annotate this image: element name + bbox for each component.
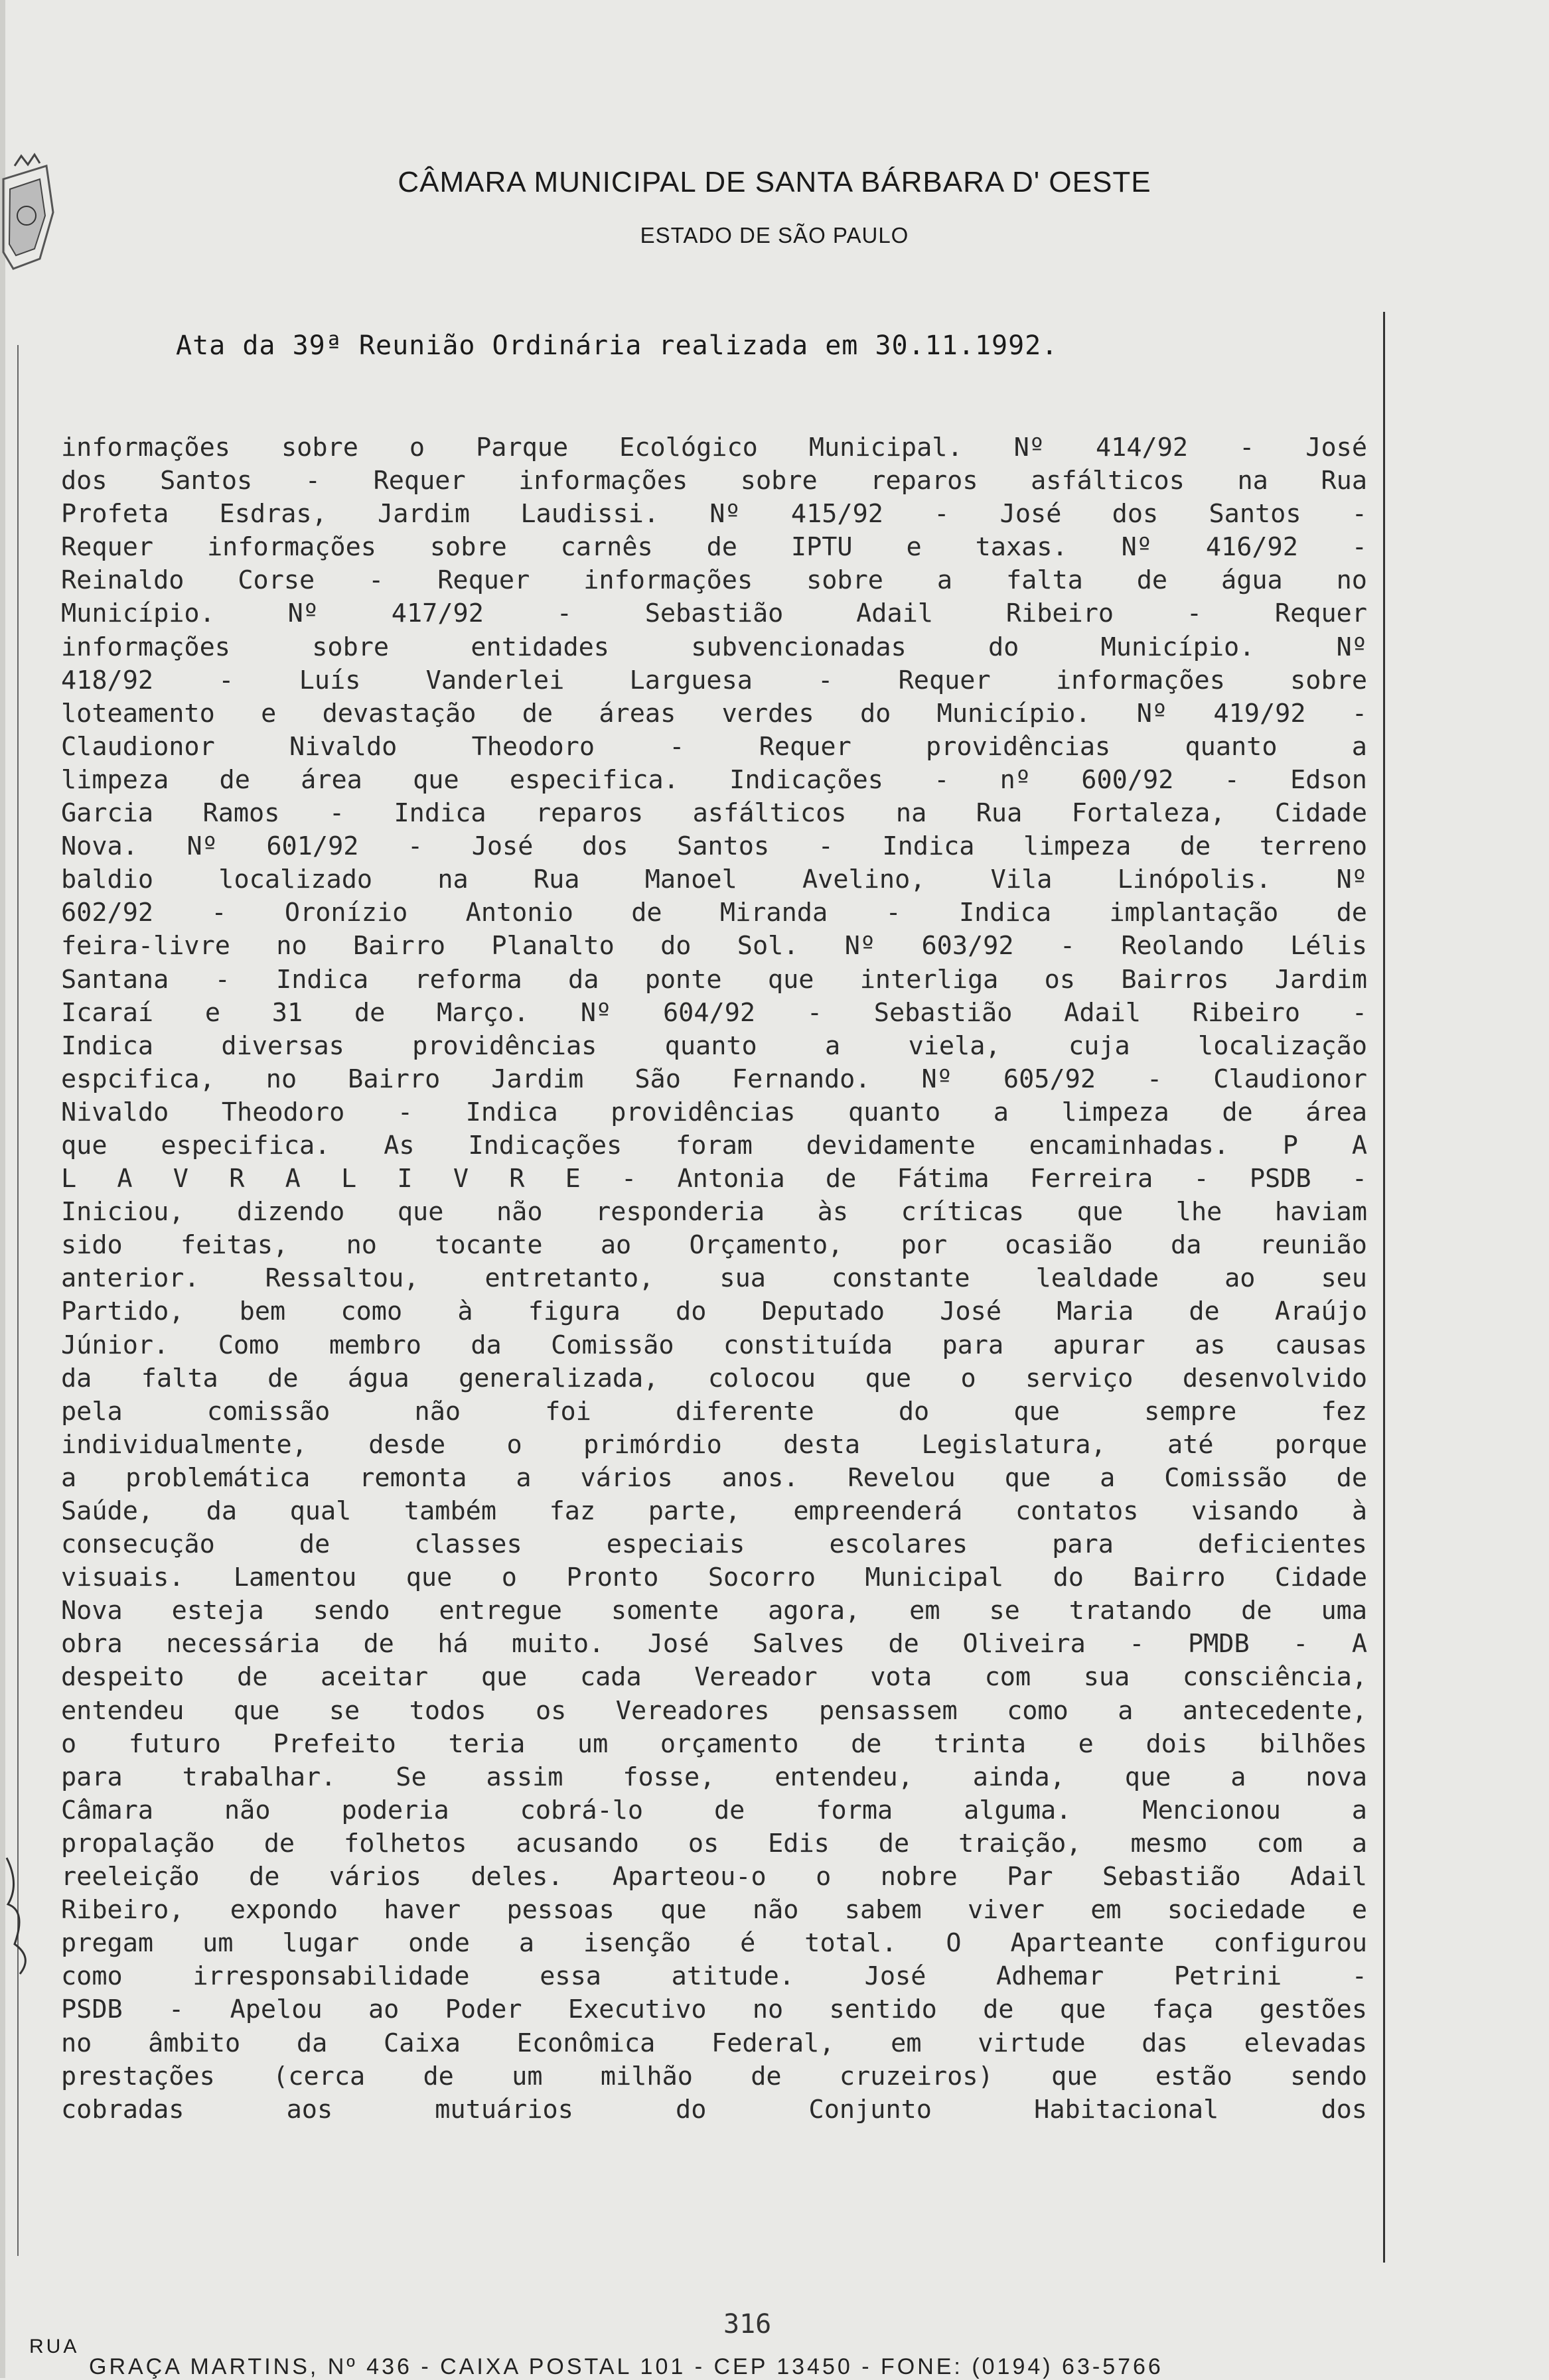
text-line: PSDB - Apelou ao Poder Executivo no sentido de que faça gestões <box>61 1995 1367 2025</box>
text-line: para trabalhar. Se assim fosse, entendeu, ainda, que a nova <box>61 1762 1367 1792</box>
text-line: Icaraí e 31 de Março. Nº 604/92 - Sebastião Adail Ribeiro - <box>61 997 1367 1028</box>
text-line: 418/92 - Luís Vanderlei Larguesa - Requer informações sobre <box>61 665 1367 695</box>
text-line: pela comissão não foi diferente do que sempre fez <box>61 1396 1367 1427</box>
text-line: Requer informações sobre carnês de IPTU e taxas. Nº 416/92 - <box>61 532 1367 563</box>
footer-address <box>29 2354 1163 2380</box>
handwritten-mark-icon <box>0 1845 53 1977</box>
text-line: sido feitas, no tocante ao Orçamento, por ocasião da reunião <box>61 1230 1367 1261</box>
text-line: espcifica, no Bairro Jardim São Fernando. Nº 605/92 - Claudionor <box>61 1064 1367 1094</box>
text-line: dos Santos - Requer informações sobre reparos asfálticos na Rua <box>61 466 1367 496</box>
text-line: o futuro Prefeito teria um orçamento de trinta e dois bilhões <box>61 1728 1367 1759</box>
page-number: 316 <box>723 2309 772 2340</box>
text-line: prestações (cerca de um milhão de cruzeiros) que estão sendo <box>61 2061 1367 2091</box>
text-line: 602/92 - Oronízio Antonio de Miranda - Indica implantação de <box>61 898 1367 928</box>
text-line: Município. Nº 417/92 - Sebastião Adail Ribeiro - Requer <box>61 598 1367 629</box>
text-line: propalação de folhetos acusando os Edis de traição, mesmo com a <box>61 1828 1367 1858</box>
text-line: no âmbito da Caixa Econômica Federal, em virtude das elevadas <box>61 2028 1367 2058</box>
text-line: obra necessária de há muito. José Salves de Oliveira - PMDB - A <box>61 1629 1367 1659</box>
text-line: Garcia Ramos - Indica reparos asfálticos na Rua Fortaleza, Cidade <box>61 798 1367 829</box>
text-line: limpeza de área que especifica. Indicações - nº 600/92 - Edson <box>61 764 1367 795</box>
text-line: Partido, bem como à figura do Deputado José Maria de Araújo <box>61 1296 1367 1327</box>
text-line: Saúde, da qual também faz parte, empreenderá contatos visando à <box>61 1496 1367 1526</box>
text-line: Reinaldo Corse - Requer informações sobre a falta de água no <box>61 565 1367 596</box>
text-line: Câmara não poderia cobrá-lo de forma alguma. Mencionou a <box>61 1795 1367 1825</box>
footer-address-text: GRAÇA MARTINS, Nº 436 - CAIXA POSTAL 101 - CEP 13450 - FONE: (0194) 63-5766 <box>89 2354 1163 2379</box>
text-line: Claudionor Nivaldo Theodoro - Requer providências quanto a <box>61 731 1367 762</box>
text-line: entendeu que se todos os Vereadores pensassem como a antecedente, <box>61 1695 1367 1726</box>
text-line: Júnior. Como membro da Comissão constituída para apurar as causas <box>61 1330 1367 1360</box>
text-line: anterior. Ressaltou, entretanto, sua constante lealdade ao seu <box>61 1263 1367 1294</box>
text-line: a problemática remonta a vários anos. Revelou que a Comissão de <box>61 1462 1367 1493</box>
text-line: cobradas aos mutuários do Conjunto Habitacional dos <box>61 2094 1367 2125</box>
text-line: informações sobre entidades subvencionadas do Município. Nº <box>61 632 1367 662</box>
text-line: Santana - Indica reforma da ponte que interliga os Bairros Jardim <box>61 964 1367 995</box>
text-line: baldio localizado na Rua Manoel Avelino, Vila Linópolis. Nº <box>61 865 1367 895</box>
text-line: pregam um lugar onde a isenção é total. O Aparteante configurou <box>61 1928 1367 1959</box>
text-line: Indica diversas providências quanto a viela, cuja localização <box>61 1030 1367 1061</box>
text-line: como irresponsabilidade essa atitude. José Adhemar Petrini - <box>61 1961 1367 1992</box>
state-subtitle: ESTADO DE SÃO PAULO <box>640 223 909 247</box>
minutes-body <box>61 431 1367 2127</box>
minutes-title: Ata da 39ª Reunião Ordinária realizada em 30.11.1992. <box>176 330 1059 361</box>
chamber-title: CÂMARA MUNICIPAL DE SANTA BÁRBARA D' OESTE <box>398 166 1151 198</box>
text-line: visuais. Lamentou que o Pronto Socorro Municipal do Bairro Cidade <box>61 1563 1367 1593</box>
text-line: despeito de aceitar que cada Vereador vota com sua consciência, <box>61 1662 1367 1693</box>
text-line: loteamento e devastação de áreas verdes do Município. Nº 419/92 - <box>61 698 1367 729</box>
text-line: consecução de classes especiais escolares para deficientes <box>61 1529 1367 1560</box>
text-line: Ribeiro, expondo haver pessoas que não sabem viver em sociedade e <box>61 1895 1367 1925</box>
text-line: informações sobre o Parque Ecológico Municipal. Nº 414/92 - José <box>61 433 1367 462</box>
page-edge <box>0 0 5 2378</box>
text-line: L A V R A L I V R E - Antonia de Fátima Ferreira - PSDB - <box>61 1164 1367 1194</box>
text-line: Nova esteja sendo entregue somente agora, em se tratando de uma <box>61 1596 1367 1626</box>
text-line: Iniciou, dizendo que não responderia às críticas que lhe haviam <box>61 1197 1367 1227</box>
text-line: que especifica. As Indicações foram devidamente encaminhadas. P A <box>61 1130 1367 1160</box>
text-line: feira-livre no Bairro Planalto do Sol. Nº 603/92 - Reolando Lélis <box>61 931 1367 961</box>
right-margin-rule <box>1383 312 1385 2263</box>
text-line: reeleição de vários deles. Aparteou-o o nobre Par Sebastião Adail <box>61 1862 1367 1892</box>
text-line: da falta de água generalizada, colocou que o serviço desenvolvido <box>61 1363 1367 1393</box>
text-line: individualmente, desde o primórdio desta Legislatura, até porque <box>61 1429 1367 1460</box>
text-line: Nova. Nº 601/92 - José dos Santos - Indica limpeza de terreno <box>61 831 1367 862</box>
text-line: Profeta Esdras, Jardim Laudissi. Nº 415/92 - José dos Santos - <box>61 499 1367 529</box>
footer-rua: RUA <box>29 2336 80 2357</box>
text-line: Nivaldo Theodoro - Indica providências quanto a limpeza de área <box>61 1097 1367 1127</box>
